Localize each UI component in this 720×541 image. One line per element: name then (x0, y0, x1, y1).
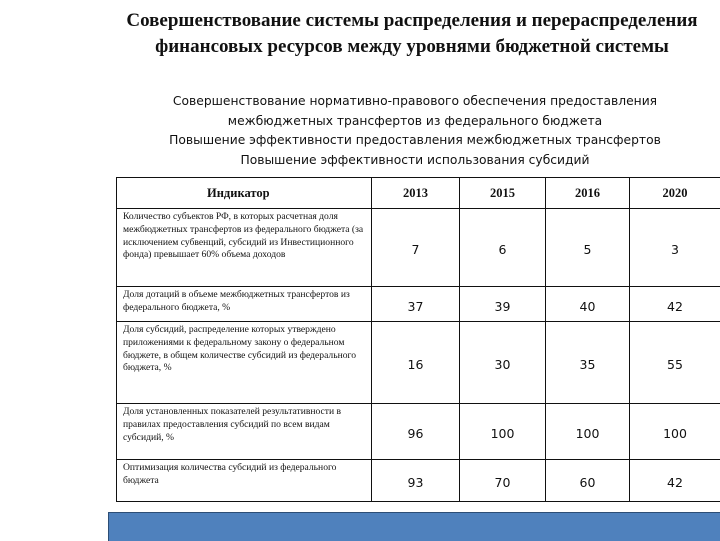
indicator-value: 5 (546, 209, 630, 287)
table-row (117, 460, 720, 502)
header-indicator: Индикатор (117, 178, 372, 209)
indicator-value: 37 (372, 287, 460, 322)
indicator-value: 42 (630, 287, 720, 322)
slide-title-line-1: Совершенствование системы распределения и перераспределения (104, 8, 720, 34)
goal-line: межбюджетных трансфертов из федерального бюджета (110, 112, 720, 132)
indicator-value: 96 (372, 404, 460, 460)
goals-list (110, 92, 720, 170)
indicator-value: 16 (372, 322, 460, 404)
header-year-2020: 2020 (630, 178, 720, 209)
table-row (117, 287, 720, 322)
indicator-value: 3 (630, 209, 720, 287)
table-header-row (117, 178, 720, 209)
header-year-2015: 2015 (460, 178, 546, 209)
indicator-label: Оптимизация количества субсидий из федерального бюджета (117, 460, 372, 502)
table-row (117, 322, 720, 404)
indicator-value: 7 (372, 209, 460, 287)
slide-title (104, 8, 720, 60)
indicator-value: 100 (630, 404, 720, 460)
header-year-2013: 2013 (372, 178, 460, 209)
indicator-label: Доля установленных показателей результативности в правилах предоставления субсидий по всем видам субсидий, % (117, 404, 372, 460)
indicator-label: Доля субсидий, распределение которых утверждено приложениями к федеральному закону о федеральном бюджете, в общем количестве субсидий из федерального бюджета, % (117, 322, 372, 404)
indicator-value: 93 (372, 460, 460, 502)
indicator-value: 39 (460, 287, 546, 322)
indicator-label: Доля дотаций в объеме межбюджетных трансфертов из федерального бюджета, % (117, 287, 372, 322)
indicator-value: 42 (630, 460, 720, 502)
indicator-value: 100 (546, 404, 630, 460)
indicator-value: 30 (460, 322, 546, 404)
indicator-value: 55 (630, 322, 720, 404)
indicator-value: 60 (546, 460, 630, 502)
slide-title-line-2: финансовых ресурсов между уровнями бюджетной системы (104, 34, 720, 60)
table-row (117, 404, 720, 460)
goal-line: Повышение эффективности использования субсидий (110, 151, 720, 171)
footer-bar (108, 512, 720, 541)
table-row (117, 209, 720, 287)
goal-line: Повышение эффективности предоставления межбюджетных трансфертов (110, 131, 720, 151)
indicator-value: 70 (460, 460, 546, 502)
indicator-label: Количество субъектов РФ, в которых расчетная доля межбюджетных трансфертов из федерального бюджета (за исключением субвенций, субсидий из Инвестиционного фонда) превышает 60% объема доходов (117, 209, 372, 287)
indicator-value: 35 (546, 322, 630, 404)
indicator-value: 40 (546, 287, 630, 322)
header-year-2016: 2016 (546, 178, 630, 209)
goal-line: Совершенствование нормативно-правового обеспечения предоставления (110, 92, 720, 112)
indicator-value: 100 (460, 404, 546, 460)
indicator-value: 6 (460, 209, 546, 287)
indicators-table (116, 177, 720, 502)
